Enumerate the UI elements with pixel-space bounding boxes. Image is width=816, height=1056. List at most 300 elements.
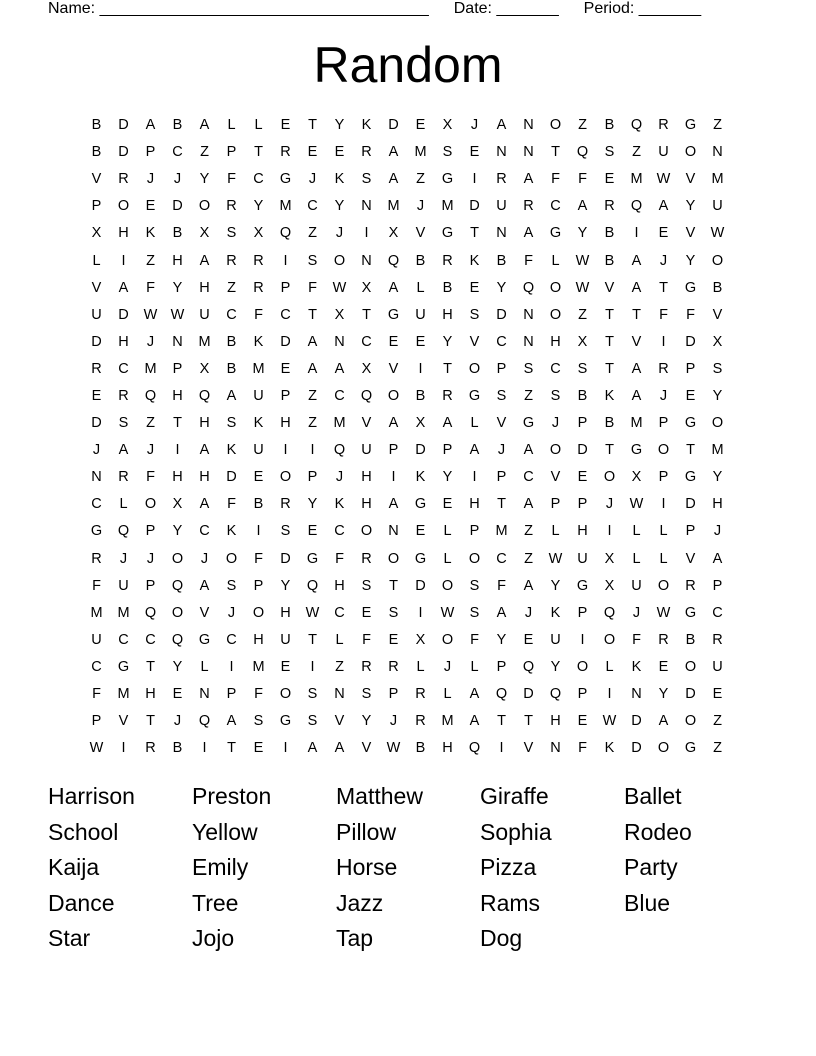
grid-letter[interactable]: Y [577,225,588,242]
grid-letter[interactable]: Z [713,740,722,757]
grid-letter[interactable]: K [631,658,642,675]
grid-letter[interactable]: J [335,225,344,242]
grid-letter[interactable]: P [658,469,669,486]
grid-letter[interactable]: C [253,171,264,188]
grid-letter[interactable]: S [118,415,129,432]
grid-letter[interactable]: R [658,360,669,377]
grid-letter[interactable]: L [443,550,452,567]
grid-letter[interactable]: A [631,387,642,404]
grid-letter[interactable]: H [199,415,210,432]
grid-letter[interactable]: T [308,117,317,134]
grid-letter[interactable]: A [523,496,534,513]
grid-letter[interactable]: C [523,469,534,486]
grid-letter[interactable]: L [551,252,560,269]
grid-letter[interactable]: C [91,658,102,675]
grid-letter[interactable]: C [226,631,237,648]
grid-letter[interactable]: D [226,469,237,486]
grid-letter[interactable]: D [631,713,642,730]
grid-letter[interactable]: F [578,740,587,757]
grid-letter[interactable]: E [469,279,480,296]
grid-letter[interactable]: E [658,658,669,675]
grid-letter[interactable]: O [549,117,562,134]
grid-letter[interactable]: E [712,686,723,703]
grid-letter[interactable]: O [144,496,157,513]
grid-letter[interactable]: A [388,279,399,296]
grid-letter[interactable]: A [658,713,669,730]
grid-letter[interactable]: R [712,631,723,648]
grid-letter[interactable]: N [496,144,507,161]
grid-letter[interactable]: O [225,550,238,567]
grid-letter[interactable]: Z [146,415,155,432]
grid-letter[interactable]: I [634,225,639,242]
grid-letter[interactable]: D [118,117,129,134]
grid-letter[interactable]: O [333,252,346,269]
grid-letter[interactable]: D [469,198,480,215]
grid-letter[interactable]: C [334,523,345,540]
grid-letter[interactable]: R [523,198,534,215]
grid-letter[interactable]: S [361,577,372,594]
grid-letter[interactable]: L [92,252,101,269]
grid-letter[interactable]: F [659,306,668,323]
name-blank[interactable]: _____________________________________ [99,0,429,17]
grid-letter[interactable]: G [279,171,292,188]
grid-letter[interactable]: L [200,658,209,675]
grid-letter[interactable]: Q [306,577,319,594]
grid-letter[interactable]: O [549,279,562,296]
grid-letter[interactable]: U [118,577,129,594]
grid-letter[interactable]: U [280,631,291,648]
grid-letter[interactable]: H [442,306,453,323]
grid-letter[interactable]: F [146,469,155,486]
grid-letter[interactable]: L [254,117,263,134]
grid-letter[interactable]: A [199,496,210,513]
grid-letter[interactable]: O [198,198,211,215]
grid-letter[interactable]: X [604,577,615,594]
grid-letter[interactable]: Y [550,658,561,675]
grid-letter[interactable]: E [415,523,426,540]
grid-letter[interactable]: J [497,442,506,459]
grid-letter[interactable]: P [145,577,156,594]
grid-letter[interactable]: C [550,360,561,377]
grid-letter[interactable]: R [280,496,291,513]
grid-letter[interactable]: H [118,333,129,350]
grid-letter[interactable]: C [280,306,291,323]
grid-letter[interactable]: Z [308,415,317,432]
grid-letter[interactable]: R [118,171,129,188]
grid-letter[interactable]: F [308,279,317,296]
grid-letter[interactable]: Z [524,550,533,567]
grid-letter[interactable]: Z [200,144,209,161]
grid-letter[interactable]: D [523,686,534,703]
grid-letter[interactable]: X [388,225,399,242]
grid-letter[interactable]: K [361,117,372,134]
grid-letter[interactable]: H [361,469,372,486]
grid-letter[interactable]: H [442,740,453,757]
grid-letter[interactable]: F [497,577,506,594]
grid-letter[interactable]: K [415,469,426,486]
grid-letter[interactable]: D [172,198,183,215]
grid-letter[interactable]: Y [253,198,264,215]
grid-letter[interactable]: A [523,442,534,459]
grid-letter[interactable]: X [91,225,102,242]
grid-letter[interactable]: L [659,550,668,567]
grid-letter[interactable]: N [631,686,642,703]
grid-letter[interactable]: J [173,713,182,730]
grid-letter[interactable]: T [605,306,614,323]
grid-letter[interactable]: T [497,496,506,513]
grid-letter[interactable]: S [307,686,318,703]
grid-letter[interactable]: A [307,740,318,757]
grid-letter[interactable]: Z [713,117,722,134]
grid-letter[interactable]: N [91,469,102,486]
grid-letter[interactable]: Q [360,387,373,404]
grid-letter[interactable]: M [117,604,130,621]
grid-letter[interactable]: E [388,631,399,648]
grid-letter[interactable]: J [443,658,452,675]
grid-letter[interactable]: W [575,252,590,269]
grid-letter[interactable]: E [280,117,291,134]
grid-letter[interactable]: A [118,279,129,296]
grid-letter[interactable]: K [604,387,615,404]
grid-letter[interactable]: Y [172,523,183,540]
grid-letter[interactable]: X [334,306,345,323]
grid-letter[interactable]: Q [117,523,130,540]
grid-letter[interactable]: Q [630,198,643,215]
grid-letter[interactable]: Y [361,713,372,730]
grid-letter[interactable]: A [469,686,480,703]
grid-letter[interactable]: D [118,306,129,323]
grid-letter[interactable]: I [661,333,666,350]
grid-letter[interactable]: M [711,171,724,188]
grid-letter[interactable]: E [415,117,426,134]
grid-letter[interactable]: W [305,604,320,621]
grid-letter[interactable]: R [118,469,129,486]
grid-letter[interactable]: R [442,387,453,404]
grid-letter[interactable]: N [550,740,561,757]
grid-letter[interactable]: U [91,306,102,323]
grid-letter[interactable]: E [604,171,615,188]
grid-letter[interactable]: Q [576,144,589,161]
grid-letter[interactable]: B [415,740,426,757]
grid-letter[interactable]: B [226,333,237,350]
grid-letter[interactable]: G [522,415,535,432]
grid-letter[interactable]: R [658,117,669,134]
grid-letter[interactable]: M [495,523,508,540]
grid-letter[interactable]: T [389,577,398,594]
grid-letter[interactable]: E [577,469,588,486]
grid-letter[interactable]: D [685,496,696,513]
grid-letter[interactable]: S [523,360,534,377]
grid-letter[interactable]: O [387,387,400,404]
grid-letter[interactable]: Z [227,279,236,296]
grid-letter[interactable]: W [170,306,185,323]
grid-letter[interactable]: Y [334,198,345,215]
grid-letter[interactable]: U [253,387,264,404]
grid-letter[interactable]: G [684,604,697,621]
grid-letter[interactable]: S [550,387,561,404]
grid-letter[interactable]: R [658,631,669,648]
grid-letter[interactable]: K [550,604,561,621]
grid-letter[interactable]: Q [603,604,616,621]
grid-letter[interactable]: L [227,117,236,134]
grid-letter[interactable]: X [712,333,723,350]
grid-letter[interactable]: N [712,144,723,161]
grid-letter[interactable]: V [604,279,615,296]
grid-letter[interactable]: C [550,198,561,215]
grid-letter[interactable]: K [145,225,156,242]
grid-letter[interactable]: O [549,306,562,323]
grid-letter[interactable]: P [442,442,453,459]
grid-letter[interactable]: B [604,415,615,432]
grid-letter[interactable]: P [145,144,156,161]
grid-letter[interactable]: O [468,550,481,567]
grid-letter[interactable]: N [523,117,534,134]
grid-letter[interactable]: I [391,469,396,486]
grid-letter[interactable]: O [387,550,400,567]
grid-letter[interactable]: H [172,252,183,269]
grid-letter[interactable]: V [523,740,534,757]
grid-letter[interactable]: I [580,631,585,648]
grid-letter[interactable]: N [361,198,372,215]
grid-letter[interactable]: T [524,713,533,730]
grid-letter[interactable]: S [469,306,480,323]
grid-letter[interactable]: D [91,333,102,350]
grid-letter[interactable]: M [387,198,400,215]
grid-letter[interactable]: G [576,577,589,594]
grid-letter[interactable]: I [607,686,612,703]
grid-letter[interactable]: W [386,740,401,757]
grid-letter[interactable]: X [253,225,264,242]
grid-letter[interactable]: E [280,360,291,377]
grid-letter[interactable]: E [685,387,696,404]
grid-letter[interactable]: E [361,604,372,621]
grid-letter[interactable]: J [389,713,398,730]
grid-letter[interactable]: E [145,198,156,215]
grid-letter[interactable]: Z [578,117,587,134]
grid-letter[interactable]: P [145,523,156,540]
grid-letter[interactable]: Y [199,171,210,188]
grid-letter[interactable]: J [146,333,155,350]
grid-letter[interactable]: V [550,469,561,486]
grid-letter[interactable]: D [415,577,426,594]
grid-letter[interactable]: T [227,740,236,757]
grid-letter[interactable]: I [121,252,126,269]
grid-letter[interactable]: S [577,360,588,377]
grid-letter[interactable]: J [713,523,722,540]
grid-letter[interactable]: P [91,198,102,215]
grid-letter[interactable]: O [279,686,292,703]
grid-letter[interactable]: Y [172,279,183,296]
grid-letter[interactable]: V [91,279,102,296]
grid-letter[interactable]: C [118,631,129,648]
grid-letter[interactable]: J [146,442,155,459]
grid-letter[interactable]: R [91,360,102,377]
grid-letter[interactable]: J [335,469,344,486]
grid-letter[interactable]: F [254,686,263,703]
grid-letter[interactable]: I [121,740,126,757]
grid-letter[interactable]: S [388,604,399,621]
grid-letter[interactable]: G [414,496,427,513]
grid-letter[interactable]: T [605,360,614,377]
grid-letter[interactable]: L [470,415,479,432]
grid-letter[interactable]: Q [144,604,157,621]
grid-letter[interactable]: I [418,604,423,621]
grid-letter[interactable]: T [146,658,155,675]
grid-letter[interactable]: I [472,171,477,188]
grid-letter[interactable]: O [441,631,454,648]
grid-letter[interactable]: A [469,713,480,730]
grid-letter[interactable]: O [171,550,184,567]
grid-letter[interactable]: R [226,252,237,269]
grid-letter[interactable]: P [280,279,291,296]
grid-letter[interactable]: F [524,252,533,269]
grid-letter[interactable]: P [253,577,264,594]
grid-letter[interactable]: O [171,604,184,621]
grid-letter[interactable]: U [361,442,372,459]
grid-letter[interactable]: O [252,604,265,621]
grid-letter[interactable]: V [685,225,696,242]
grid-letter[interactable]: F [632,631,641,648]
grid-letter[interactable]: M [144,360,157,377]
grid-letter[interactable]: O [684,713,697,730]
grid-letter[interactable]: Z [524,523,533,540]
grid-letter[interactable]: K [226,442,237,459]
grid-letter[interactable]: Z [416,171,425,188]
grid-letter[interactable]: L [416,658,425,675]
grid-letter[interactable]: E [253,469,264,486]
grid-letter[interactable]: Q [495,686,508,703]
grid-letter[interactable]: V [118,713,129,730]
grid-letter[interactable]: V [199,604,210,621]
grid-letter[interactable]: A [388,171,399,188]
grid-letter[interactable]: H [118,225,129,242]
grid-letter[interactable]: B [604,252,615,269]
grid-letter[interactable]: Q [387,252,400,269]
grid-letter[interactable]: R [361,550,372,567]
grid-letter[interactable]: I [175,442,180,459]
grid-letter[interactable]: M [252,658,265,675]
grid-letter[interactable]: A [118,442,129,459]
grid-letter[interactable]: S [712,360,723,377]
grid-letter[interactable]: R [145,740,156,757]
grid-letter[interactable]: J [551,415,560,432]
grid-letter[interactable]: I [310,442,315,459]
grid-letter[interactable]: A [307,333,318,350]
grid-letter[interactable]: T [659,279,668,296]
grid-letter[interactable]: I [310,658,315,675]
grid-letter[interactable]: E [307,144,318,161]
grid-letter[interactable]: F [146,279,155,296]
grid-letter[interactable]: H [361,496,372,513]
grid-letter[interactable]: N [361,252,372,269]
grid-letter[interactable]: I [283,252,288,269]
grid-letter[interactable]: I [283,442,288,459]
grid-letter[interactable]: T [497,713,506,730]
grid-letter[interactable]: Y [172,658,183,675]
grid-letter[interactable]: B [712,279,723,296]
grid-letter[interactable]: Y [496,631,507,648]
grid-letter[interactable]: P [388,686,399,703]
grid-letter[interactable]: M [414,144,427,161]
grid-letter[interactable]: A [307,360,318,377]
grid-letter[interactable]: D [496,306,507,323]
grid-letter[interactable]: A [334,360,345,377]
grid-letter[interactable]: L [605,658,614,675]
grid-letter[interactable]: P [280,387,291,404]
grid-letter[interactable]: R [118,387,129,404]
grid-letter[interactable]: S [253,713,264,730]
grid-letter[interactable]: U [577,550,588,567]
grid-letter[interactable]: J [146,171,155,188]
grid-letter[interactable]: T [443,360,452,377]
grid-letter[interactable]: A [199,117,210,134]
grid-letter[interactable]: A [523,225,534,242]
grid-letter[interactable]: Q [198,713,211,730]
grid-letter[interactable]: V [361,415,372,432]
grid-letter[interactable]: H [712,496,723,513]
grid-letter[interactable]: T [605,333,614,350]
grid-letter[interactable]: J [524,604,533,621]
grid-letter[interactable]: S [469,604,480,621]
grid-letter[interactable]: Q [198,387,211,404]
period-blank[interactable]: _______ [638,0,702,17]
grid-letter[interactable]: N [199,686,210,703]
grid-letter[interactable]: R [604,198,615,215]
grid-letter[interactable]: V [712,306,723,323]
grid-letter[interactable]: N [523,306,534,323]
grid-letter[interactable]: W [89,740,104,757]
grid-letter[interactable]: A [388,144,399,161]
grid-letter[interactable]: N [334,686,345,703]
grid-letter[interactable]: H [550,713,561,730]
grid-letter[interactable]: Y [307,496,318,513]
grid-letter[interactable]: B [172,740,183,757]
grid-letter[interactable]: C [361,333,372,350]
grid-letter[interactable]: E [658,225,669,242]
grid-letter[interactable]: A [469,442,480,459]
grid-letter[interactable]: A [226,387,237,404]
grid-letter[interactable]: O [711,252,724,269]
grid-letter[interactable]: H [280,604,291,621]
grid-letter[interactable]: X [577,333,588,350]
grid-letter[interactable]: C [226,306,237,323]
grid-letter[interactable]: L [632,550,641,567]
grid-letter[interactable]: N [172,333,183,350]
grid-letter[interactable]: G [279,713,292,730]
grid-letter[interactable]: V [496,415,507,432]
grid-letter[interactable]: T [173,415,182,432]
grid-letter[interactable]: Y [442,333,453,350]
grid-letter[interactable]: G [549,225,562,242]
grid-letter[interactable]: X [172,496,183,513]
grid-letter[interactable]: O [468,360,481,377]
grid-letter[interactable]: Z [578,306,587,323]
grid-letter[interactable]: X [361,360,372,377]
grid-letter[interactable]: B [577,387,588,404]
grid-letter[interactable]: U [91,631,102,648]
grid-letter[interactable]: J [200,550,209,567]
grid-letter[interactable]: O [360,523,373,540]
grid-letter[interactable]: F [551,171,560,188]
grid-letter[interactable]: G [117,658,130,675]
grid-letter[interactable]: S [496,387,507,404]
grid-letter[interactable]: A [631,279,642,296]
grid-letter[interactable]: B [442,279,453,296]
grid-letter[interactable]: C [712,604,723,621]
grid-letter[interactable]: H [145,686,156,703]
grid-letter[interactable]: I [418,360,423,377]
grid-letter[interactable]: A [388,496,399,513]
